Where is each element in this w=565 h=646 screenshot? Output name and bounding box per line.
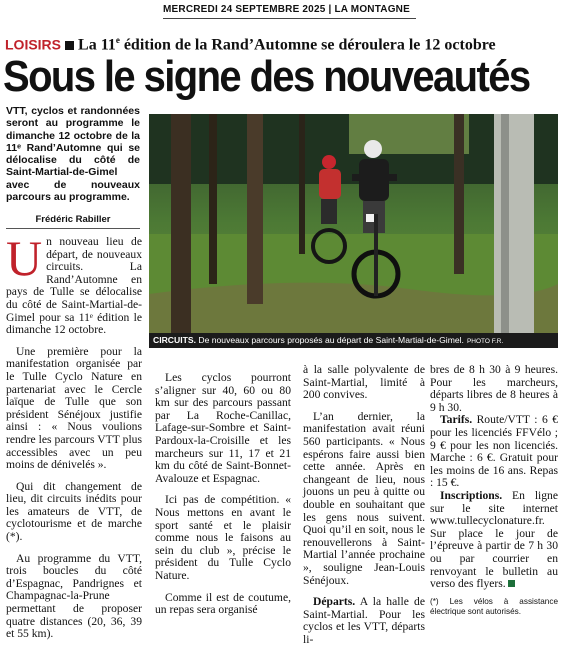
paragraph-departs-text: A la halle de Saint-Martial. Pour les cyclos et les VTT, départs li- <box>303 595 425 646</box>
paragraph: à la salle polyvalente de Saint-Martial, limité à 200 convives. <box>303 363 425 402</box>
kicker-text-end: édition de la Rand’Automne se déroulera le 12 octobre <box>119 36 496 54</box>
article-column-2 <box>155 372 291 617</box>
lead-paragraph: VTT, cyclos et randonnées seront au programme le dimanche 12 octobre de la 11ᵉ Rand’Automne qui se délocalise du côté de Saint-Martial-de-Gimel avec de nouveaux parcours au programme. <box>6 105 140 204</box>
kicker-sup: e <box>115 35 120 45</box>
paragraph-tarifs-text: Route/VTT : 6 € pour les licenciés FFVélo ; 9 € pour les non licenciés. Marche : 6 €. Gratuit pour les moins de 16 ans. Repas : 15 €. <box>430 413 558 490</box>
photo-credit: PHOTO F.R. <box>466 338 504 345</box>
photo-cyclists-forest <box>149 114 558 333</box>
paragraph: Qui dit changement de lieu, dit circuits inédits pour les amateurs de VTT, de cyclotourisme et de marche (*). <box>6 479 142 544</box>
headline: Sous le signe des nouveautés <box>3 53 530 101</box>
paragraph: Les cyclos pourront s’aligner sur 40, 60 ou 80 km sur des parcours passant par La Roche-Canillac, Lafage-sur-Sombre et Saint-Pardoux-la-Croisille et les marcheurs sur 11, 17 et 21 km du côté de Saint-Bonnet-Avalouze et Espagnac. <box>155 371 291 485</box>
paragraph: Au programme du VTT, trois boucles du côté d’Espagnac, Pandrignes et Champagnac-la-Prune permettant de proposer quatre distances (20, 36, 39 et 55 km). <box>6 551 142 641</box>
subhead-inscriptions: Inscriptions. <box>440 488 503 502</box>
byline: Frédéric Rabiller <box>35 214 111 225</box>
caption-text: De nouveaux parcours proposés au départ de Saint-Martial-de-Gimel. <box>195 335 464 345</box>
page-header <box>163 4 410 17</box>
header-paper: LA MONTAGNE <box>334 4 410 15</box>
footnote: (*) Les vélos à assistance électrique sont autorisés. <box>430 596 558 616</box>
paragraph-intro <box>6 230 142 337</box>
paragraph: Ici pas de compétition. « Nous mettons en avant le sport santé et le plaisir comme nous le faisons au sein du club », précise le président du Tulle Cyclo Nature. <box>155 493 291 582</box>
drop-cap: U <box>6 230 43 286</box>
article-photo <box>149 114 558 333</box>
header-rule <box>163 18 416 19</box>
paragraph: Comme il est de coutume, un repas sera organisé <box>155 590 291 617</box>
paragraph-inscriptions-text: En ligne sur le site internet www.tullecyclonature.fr. Sur place le jour de l’épreuve à partir de 7 h 30 ou par courrier en renvoyant le bulletin au verso des flyers. <box>430 488 558 591</box>
caption-label: CIRCUITS. <box>153 335 196 345</box>
photo-caption <box>149 333 558 348</box>
paragraph-tarifs <box>430 414 558 490</box>
article-column-1 <box>6 230 142 641</box>
kicker-text-start: La 11 <box>78 36 116 54</box>
section-label: LOISIRS <box>5 36 62 53</box>
header-date: MERCREDI 24 SEPTEMBRE 2025 <box>163 4 326 15</box>
paragraph-departs <box>303 596 425 646</box>
article-column-3 <box>303 364 425 646</box>
paragraph: L’an dernier, la manifestation avait réuni 560 participants. « Nous espérons faire aussi bien cette année. Après en changeant de lieu, nous jouons un peu à quitte ou double en souhaitant que les gens nous suivent. Quoi qu’il en soit, nous le renouvellerons à Saint-Martial l’année prochaine », souligne Jean-Louis Sénéjoux. <box>303 409 425 587</box>
header-separator: | <box>328 4 332 15</box>
paragraph: bres de 8 h 30 à 9 heures. Pour les marcheurs, départs libres de 8 heures à 9 h 30. <box>430 363 558 414</box>
byline-rule <box>6 228 140 229</box>
subhead-departs: Départs. <box>313 595 356 609</box>
article-column-4 <box>430 364 558 617</box>
paragraph-inscriptions <box>430 490 558 591</box>
subhead-tarifs: Tarifs. <box>440 413 473 427</box>
paragraph: Une première pour la manifestation organisée par le Tulle Cyclo Nature en partenariat avec le Cercle laïque de Tulle que son président Sénéjoux justifie ainsi : « Nous voulions rendre les parcours VTT plus accessibles avec un peu moins de dénivelés ». <box>6 344 142 472</box>
paragraph-intro-text: n nouveau lieu de départ, de nouveaux circuits. La Rand’Automne en pays de Tulle se délocalise du côté de Saint-Martial-de-Gimel pour sa 11ᵉ édition le dimanche 12 octobre. <box>6 235 142 337</box>
end-square-icon <box>508 580 515 587</box>
section-square-icon <box>65 41 74 50</box>
